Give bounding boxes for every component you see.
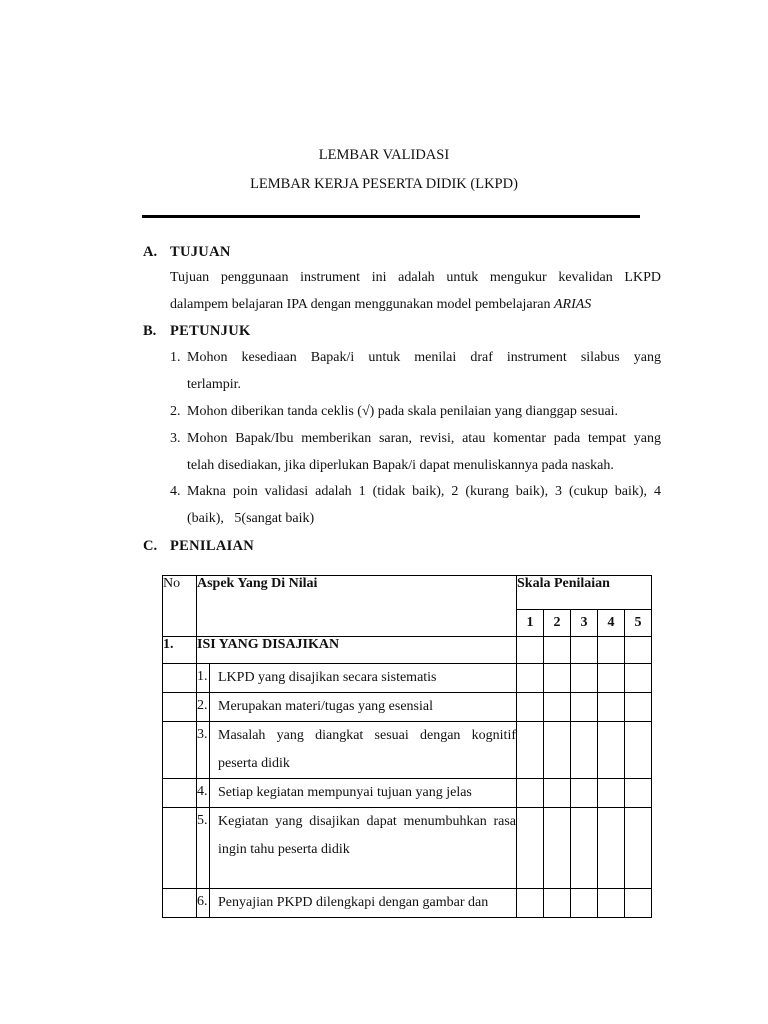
score-cell[interactable] <box>517 889 544 918</box>
score-cell[interactable] <box>544 779 571 808</box>
empty-no-cell <box>163 889 197 918</box>
criterion-divider <box>209 808 210 888</box>
score-cell[interactable] <box>571 808 598 889</box>
score-cell[interactable] <box>625 664 652 693</box>
instruction-1-line2: terlampir. <box>187 377 242 392</box>
score-cell[interactable] <box>571 889 598 918</box>
criterion-number: 1. <box>197 669 208 684</box>
score-cell[interactable] <box>544 693 571 722</box>
header-no: No <box>163 576 197 637</box>
criterion-number: 4. <box>197 784 208 799</box>
document-title: LEMBAR VALIDASI <box>318 147 450 163</box>
score-cell[interactable] <box>598 664 625 693</box>
score-cell[interactable] <box>517 779 544 808</box>
score-cell[interactable] <box>625 889 652 918</box>
score-cell[interactable] <box>517 808 544 889</box>
criterion-divider <box>209 722 210 778</box>
scale-1: 1 <box>517 610 544 637</box>
section-b-letter: B. <box>143 323 157 339</box>
header-aspect: Aspek Yang Di Nilai <box>197 576 517 637</box>
section-a-line1: Tujuan penggunaan instrument ini adalah untuk mengukur kevalidan LKPD <box>170 270 661 285</box>
instruction-3-line2: telah disediakan, jika diperlukan Bapak/i dapat menuliskannya pada naskah. <box>187 458 614 473</box>
criterion-text: Setiap kegiatan mempunyai tujuan yang jelas <box>218 785 472 800</box>
empty-no-cell <box>163 722 197 779</box>
criterion-divider <box>209 664 210 692</box>
empty-no-cell <box>163 664 197 693</box>
criterion-number: 5. <box>197 813 208 828</box>
document-subtitle: LEMBAR KERJA PESERTA DIDIK (LKPD) <box>250 176 518 192</box>
score-cell[interactable] <box>598 779 625 808</box>
instruction-4-number: 4. <box>170 484 181 499</box>
group-number: 1. <box>163 637 197 664</box>
title-divider <box>142 215 640 218</box>
score-cell[interactable] <box>571 693 598 722</box>
score-cell[interactable] <box>517 722 544 779</box>
assessment-table <box>162 575 652 918</box>
score-cell[interactable] <box>544 637 571 664</box>
empty-no-cell <box>163 779 197 808</box>
section-a-heading: TUJUAN <box>170 244 231 260</box>
criterion-number: 2. <box>197 698 208 713</box>
score-cell[interactable] <box>598 808 625 889</box>
score-cell[interactable] <box>571 664 598 693</box>
score-cell[interactable] <box>517 693 544 722</box>
instruction-4-line2: (baik), 5(sangat baik) <box>187 511 315 526</box>
score-cell[interactable] <box>625 779 652 808</box>
criterion-text: Masalah yang diangkat sesuai dengan kognitif peserta didik <box>218 728 516 771</box>
instruction-1-line1: Mohon kesediaan Bapak/i untuk menilai draf instrument silabus yang <box>187 350 661 365</box>
score-cell[interactable] <box>571 779 598 808</box>
criterion-text: Kegiatan yang disajikan dapat menumbuhkan rasa ingin tahu peserta didik <box>218 814 516 857</box>
instruction-2-line1: Mohon diberikan tanda ceklis (√) pada skala penilaian yang dianggap sesuai. <box>187 404 619 419</box>
instruction-4-line1: Makna poin validasi adalah 1 (tidak baik), 2 (kurang baik), 3 (cukup baik), 4 <box>187 484 661 499</box>
score-cell[interactable] <box>598 693 625 722</box>
score-cell[interactable] <box>571 722 598 779</box>
score-cell[interactable] <box>625 637 652 664</box>
criterion-row <box>163 722 652 779</box>
instruction-3-number: 3. <box>170 431 181 446</box>
instruction-1-number: 1. <box>170 350 181 365</box>
score-cell[interactable] <box>598 722 625 779</box>
section-a-letter: A. <box>143 244 158 260</box>
score-cell[interactable] <box>598 889 625 918</box>
scale-5: 5 <box>625 610 652 637</box>
score-cell[interactable] <box>517 664 544 693</box>
score-cell[interactable] <box>517 637 544 664</box>
empty-no-cell <box>163 808 197 889</box>
section-a-line2: dalampem belajaran IPA dengan menggunakan model pembelajaran ARIAS <box>170 297 592 312</box>
scale-4: 4 <box>598 610 625 637</box>
group-title: ISI YANG DISAJIKAN <box>197 637 517 664</box>
criterion-number: 3. <box>197 727 208 742</box>
criterion-row <box>163 808 652 889</box>
scale-3: 3 <box>571 610 598 637</box>
score-cell[interactable] <box>625 693 652 722</box>
table-header-row <box>163 576 652 610</box>
header-scale: Skala Penilaian <box>517 576 652 610</box>
instruction-3-line1: Mohon Bapak/Ibu memberikan saran, revisi, atau komentar pada tempat yang <box>187 431 661 446</box>
score-cell[interactable] <box>625 722 652 779</box>
criterion-divider <box>209 779 210 807</box>
criterion-text: Merupakan materi/tugas yang esensial <box>218 699 433 714</box>
criterion-text: LKPD yang disajikan secara sistematis <box>218 670 437 685</box>
section-b-heading: PETUNJUK <box>170 323 251 339</box>
score-cell[interactable] <box>544 808 571 889</box>
score-cell[interactable] <box>598 637 625 664</box>
score-cell[interactable] <box>625 808 652 889</box>
criterion-divider <box>209 693 210 721</box>
score-cell[interactable] <box>544 889 571 918</box>
criterion-cell <box>197 722 517 779</box>
criterion-cell <box>197 889 517 918</box>
criterion-divider <box>209 889 210 917</box>
criterion-row <box>163 889 652 918</box>
instruction-2-number: 2. <box>170 404 181 419</box>
section-c-letter: C. <box>143 538 158 554</box>
scale-2: 2 <box>544 610 571 637</box>
score-cell[interactable] <box>571 637 598 664</box>
section-c-heading: PENILAIAN <box>170 538 255 554</box>
criterion-cell <box>197 808 517 889</box>
criterion-number: 6. <box>197 894 208 909</box>
score-cell[interactable] <box>544 722 571 779</box>
criterion-text: Penyajian PKPD dilengkapi dengan gambar dan <box>218 895 489 910</box>
empty-no-cell <box>163 693 197 722</box>
model-name: ARIAS <box>553 297 592 312</box>
score-cell[interactable] <box>544 664 571 693</box>
